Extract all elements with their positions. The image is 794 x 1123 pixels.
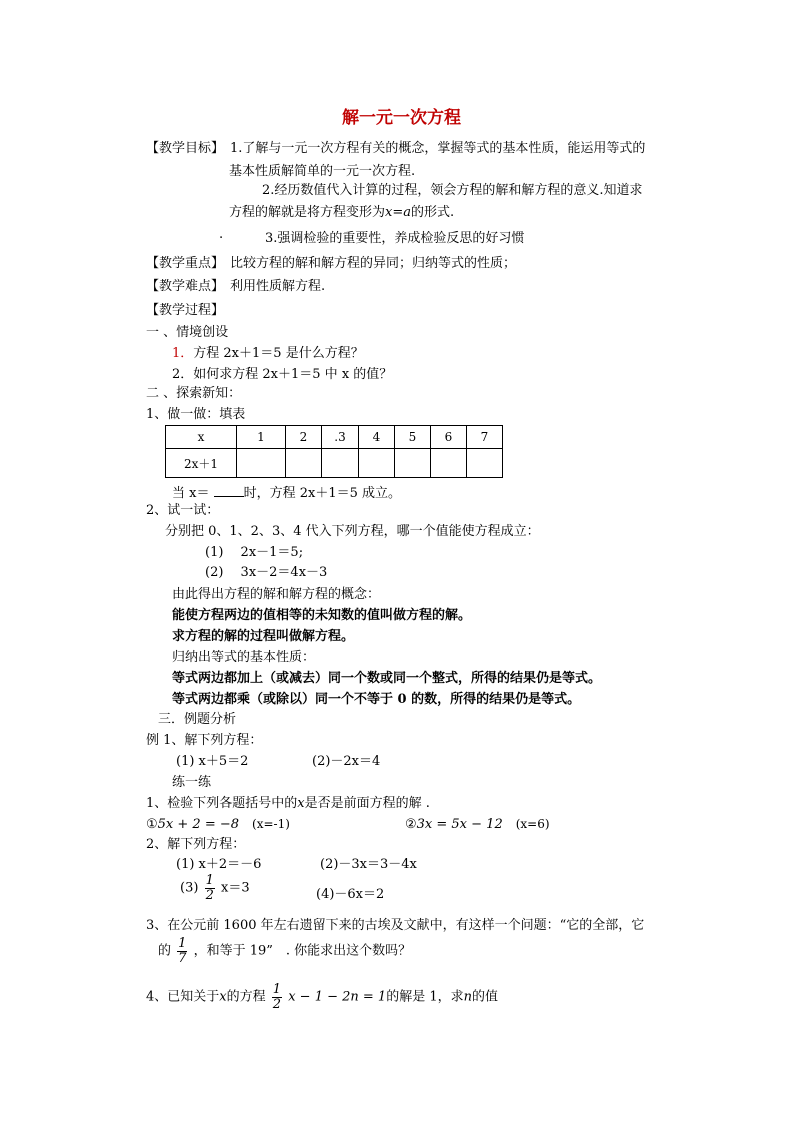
question-2: 2．如何求方程 2x＋1＝5 中 x 的值？	[172, 367, 393, 382]
table-row	[166, 426, 503, 449]
try-equation-2: (2) 3x－2＝4x－3	[205, 565, 328, 580]
table-row	[166, 449, 503, 478]
table-cell: 2	[286, 426, 322, 449]
table-cell-empty	[467, 449, 503, 478]
concept-intro: 由此得出方程的解和解方程的概念：	[172, 587, 381, 602]
table-cell: 7	[467, 426, 503, 449]
table-cell-empty	[322, 449, 359, 478]
table-cell: 5	[395, 426, 431, 449]
practice-3-line-1: 3、在公元前 1600 年左右遗留下来的古埃及文献中，有这样一个问题：“它的全部，它	[146, 918, 645, 933]
key-point-text: 比较方程的解和解方程的异同；归纳等式的性质；	[230, 256, 517, 271]
objective-1-line-1: 1.了解与一元一次方程有关的概念，掌握等式的基本性质，能运用等式的	[230, 141, 646, 156]
answer-blank[interactable]	[214, 484, 244, 497]
key-point-label: 【教学重点】	[146, 256, 225, 271]
table-cell: .3	[322, 426, 359, 449]
question-1: 1．方程 2x＋1＝5 是什么方程？	[172, 346, 364, 361]
objective-3: 3.强调检验的重要性，养成检验反思的好习惯	[265, 231, 525, 246]
section-1-heading: 一 、情境创设	[146, 325, 229, 340]
objective-2-line-1: 2.经历数值代入计算的过程，领会方程的解和解方程的意义.知道求	[262, 183, 643, 198]
table-cell-empty	[395, 449, 431, 478]
practice-2-d: (4)－6x＝2	[316, 887, 385, 902]
table-cell-empty	[431, 449, 467, 478]
fraction: $\frac{1}{2}$	[205, 873, 214, 903]
try-equation-1: (1) 2x－1＝5;	[205, 545, 304, 560]
practice-heading: 练一练	[172, 775, 212, 790]
practice-2-a: (1) x＋2＝－6	[176, 857, 262, 872]
table-cell: 6	[431, 426, 467, 449]
objective-2-line-2: 方程的解就是将方程变形为x=a的形式.	[229, 205, 455, 220]
try-intro: 分别把 0、1、2、3、4 代入下列方程，哪一个值能使方程成立：	[165, 524, 540, 539]
property-1: 等式两边都加上（或减去）同一个数或同一个整式，所得的结果仍是等式。	[172, 671, 602, 686]
property-2: 等式两边都乘（或除以）同一个不等于 0 的数，所得的结果仍是等式。	[172, 692, 581, 707]
practice-1: 1、检验下列各题括号中的x是否是前面方程的解 .	[146, 796, 430, 811]
objective-1-line-2: 基本性质解简单的一元一次方程.	[229, 164, 416, 179]
sub-1-heading: 1、做一做：填表	[146, 407, 246, 422]
section-2-heading: 二 、探索新知：	[146, 386, 242, 401]
table-cell: 1	[237, 426, 286, 449]
table-cell: x	[166, 426, 237, 449]
table-cell-empty	[237, 449, 286, 478]
property-intro: 归纳出等式的基本性质：	[172, 650, 316, 665]
example-a: (1) x＋5＝2	[176, 754, 249, 769]
fraction: $\frac{1}{2}$	[272, 982, 282, 1012]
example-b: (2)－2x＝4	[312, 754, 381, 769]
table-cell-empty	[286, 449, 322, 478]
table-cell: 4	[359, 426, 395, 449]
process-label: 【教学过程】	[146, 303, 225, 318]
fraction: $\frac{1}{7}$	[178, 936, 187, 966]
practice-2-c: (3) $\frac{1}{2}$ x＝3	[180, 873, 250, 903]
fill-table	[165, 425, 503, 478]
example-label: 例 1、解下列方程：	[146, 733, 263, 748]
table-cell-empty	[359, 449, 395, 478]
difficulty-label: 【教学难点】	[146, 279, 225, 294]
table-cell: 2x＋1	[166, 449, 237, 478]
practice-1-a: ①5x + 2 = −8 (x=-1)	[146, 817, 290, 832]
practice-3-line-2: 的 $\frac{1}{7}$ ，和等于 19” . 你能求出这个数吗？	[158, 936, 412, 966]
dot-mark: .	[219, 227, 224, 242]
when-sentence: 当 x＝ 时，方程 2x＋1＝5 成立。	[172, 486, 402, 501]
practice-2-b: (2)－3x＝3－4x	[320, 857, 417, 872]
page-title: 解一元一次方程	[342, 108, 461, 128]
practice-2: 2、解下列方程：	[146, 837, 246, 852]
sub-2-heading: 2、试一试：	[146, 503, 220, 518]
difficulty-text: 利用性质解方程.	[230, 279, 326, 294]
practice-1-b: ②3x = 5x − 12 (x=6)	[405, 817, 550, 832]
section-3-heading: 三．例题分析	[158, 712, 237, 727]
practice-4: 4、已知关于x的方程 $\frac{1}{2}$ x − 1 − 2n = 1的解是 1，求n的值	[146, 982, 498, 1012]
concept-1: 能使方程两边的值相等的未知数的值叫做方程的解。	[172, 608, 472, 623]
concept-2: 求方程的解的过程叫做解方程。	[172, 629, 355, 644]
objectives-label: 【教学目标】	[146, 141, 225, 156]
